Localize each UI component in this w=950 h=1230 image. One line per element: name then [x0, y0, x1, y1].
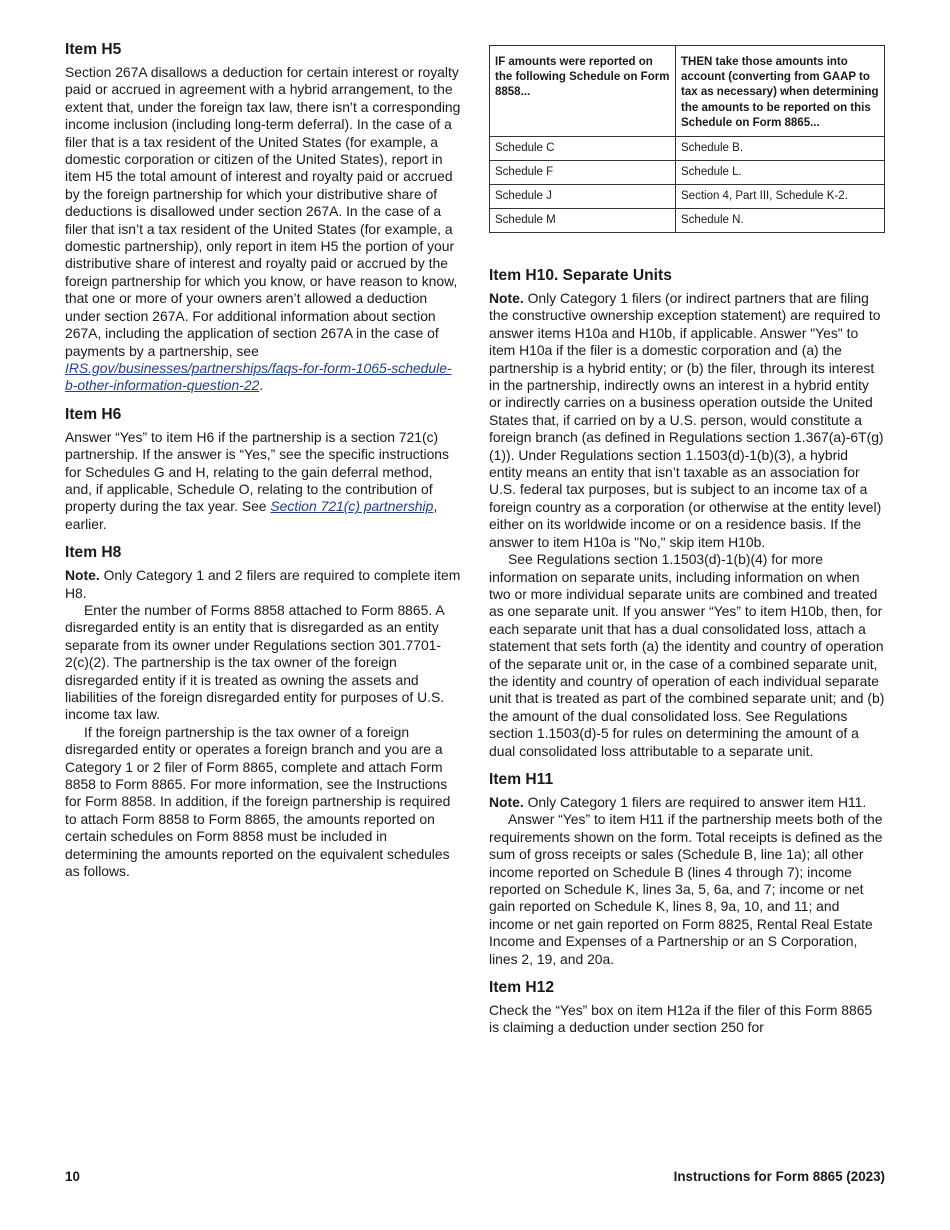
- item-h6-section: [65, 405, 461, 533]
- table-header-row: [490, 46, 885, 137]
- note-label: Note.: [489, 793, 524, 810]
- table-cell: Section 4, Part III, Schedule K-2.: [676, 185, 885, 209]
- table-row: [490, 185, 885, 209]
- item-h10-note: [489, 290, 885, 551]
- item-h8-note: [65, 567, 461, 602]
- item-h8-paragraph-1: Enter the number of Forms 8858 attached to Form 8865. A disregarded entity is an entity that is disregarded as an entity separate from its owner under Regulations section 301.7701-2(c)(2). The partnership is the tax owner of the foreign disregarded entity if it is treated as owning the assets and liabilities of the foreign disregarded entity for purposes of U.S. income tax law.: [65, 601, 445, 723]
- table-header-then: THEN take those amounts into account (converting from GAAP to tax as necessary) when determining the amounts to be reported on this Schedule on Form 8865...: [676, 46, 885, 137]
- schedule-mapping-table: [489, 45, 885, 233]
- note-label: Note.: [65, 567, 100, 584]
- item-h5-body: [65, 64, 461, 395]
- item-h11-section: [489, 770, 885, 968]
- page-number: 10: [65, 1169, 80, 1184]
- section-721c-link[interactable]: Section 721(c) partnership: [270, 498, 434, 515]
- item-h11-heading: Item H11: [489, 770, 554, 788]
- item-h10-paragraph-2: See Regulations section 1.1503(d)-1(b)(4) for more information on separate units, including information on when two or more individual separate units are combined and treated as one separate unit. If you answer “Yes” to item H10b, then, for each separate unit that has a dual consolidated loss, attach a statement that sets forth (a) the identity and country of operation of the separate unit or, in the case of a combined separate unit, the identity and country of operation of each individual separate unit that is treated as part of the combined separate unit; and (b) the amount of the dual consolidated loss. See Regulations section 1.1503(d)-5 for rules on determining the amount of a dual consolidated loss attributable to a separate unit.: [489, 551, 885, 759]
- note-label: Note.: [489, 290, 524, 306]
- item-h5-text: Section 267A disallows a deduction for certain interest or royalty paid or accrued in agreement with a hybrid arrangement, to the extent that, under the foreign tax law, there isn’t a corresponding income inclusion (including long-term deferral). In the case of a filer that is a tax resident of the United States (for example, a domestic corporation or citizen of the United States), report in item H5 the total amount of interest and royalty paid or accrued by the foreign partnership for which your distributive share of deductions is disallowed under section 267A. In the case of a filer that isn’t a tax resident of the United States (for example, a domestic partnership), only report in item H5 the portion of your distributive share of interest and royalty paid or accrued by the foreign partnership for which you know, or have reason to know, that one or more of your owners aren’t allowed a deduction under section 267A. For additional information about section 267A, including the application of section 267A in the case of payments by a partnership, see: [65, 64, 461, 359]
- item-h5-text-end: .: [259, 377, 264, 394]
- item-h10-heading: Item H10. Separate Units: [489, 267, 672, 284]
- item-h6-heading: Item H6: [65, 405, 122, 423]
- irs-faq-link[interactable]: IRS.gov/businesses/partnerships/faqs-for-form-1065-schedule-b-other-information-question-22: [65, 359, 452, 394]
- item-h12-section: [489, 978, 885, 1037]
- item-h6-text-end: , earlier.: [65, 498, 438, 532]
- item-h8-section: [65, 543, 461, 880]
- table-row: [490, 161, 885, 185]
- item-h11-paragraph-1: Answer “Yes” to item H11 if the partnership meets both of the requirements shown on the form. Total receipts is defined as the sum of gross receipts or sales (Schedule B, line 1a); all other income reported on Schedule B (lines 4 through 7); income reported on Schedule K, lines 3a, 5, 6a, and 7; income or net gain reported on Schedule K, lines 8, 9a, 10, and 11; and income or net gain reported on Form 8825, Rental Real Estate Income and Expenses of a Partnership or an S Corporation, lines 2, 19, and 20a.: [489, 811, 883, 967]
- item-h10-section: [489, 266, 885, 760]
- item-h8-note-text: Only Category 1 and 2 filers are required to complete item H8.: [65, 567, 461, 601]
- item-h6-body: [65, 429, 461, 533]
- table-cell: Schedule C: [490, 137, 676, 161]
- item-h12-heading: Item H12: [489, 979, 555, 997]
- left-column: [65, 40, 461, 890]
- table-cell: Schedule F: [490, 161, 676, 185]
- table-cell: Schedule M: [490, 209, 676, 233]
- table-header-if: IF amounts were reported on the following Schedule on Form 8858...: [490, 46, 676, 137]
- item-h11-note-text: Only Category 1 filers are required to answer item H11.: [523, 793, 867, 810]
- item-h8-heading: Item H8: [65, 544, 122, 562]
- table-cell: Schedule L.: [676, 161, 885, 185]
- item-h5-section: [65, 40, 461, 395]
- item-h11-note: [489, 794, 885, 811]
- right-column: [489, 40, 885, 1047]
- footer-document-title: Instructions for Form 8865 (2023): [673, 1169, 885, 1184]
- item-h8-paragraph-2: If the foreign partnership is the tax owner of a foreign disregarded entity or operates a foreign branch and you are a Category 1 or 2 filer of Form 8865, complete and attach Form 8858 to Form 8865. For more information, see the Instructions for Form 8858. In addition, if the foreign partnership is required to attach Form 8858 to Form 8865, the amounts reported on certain schedules on Form 8858 must be included in determining the amounts reported on the equivalent schedules as follows.: [65, 723, 451, 880]
- item-h5-heading: Item H5: [65, 41, 122, 58]
- item-h10-note-text: Only Category 1 filers (or indirect partners that are filing the constructive ownership exception statement) are required to answer items H10a and H10b, if applicable. Answer "Yes" to item H10a if the filer is a domestic corporation and (a) the partnership is a hybrid entity; or (b) the filer, through its interest in the partnership, indirectly owns an interest in a hybrid entity or indirectly carries on a business operation outside the United States that, if carried on by a U.S. person, would constitute a foreign branch (as defined in Regulations section 1.367(a)-6T(g)(1)). Under Regulations section 1.1503(d)-1(b)(3), a hybrid entity means an entity that isn’t taxable as an association for U.S. federal tax purposes, but is subject to an income tax of a foreign country as a corporation (or otherwise at the entity level) either on its worldwide income or on a residence basis. If the answer to item H10a is "No," skip item H10b.: [489, 290, 884, 550]
- table-cell: Schedule N.: [676, 209, 885, 233]
- table-row: [490, 209, 885, 233]
- item-h12-body: Check the “Yes” box on item H12a if the filer of this Form 8865 is claiming a deduction under section 250 for: [489, 1002, 873, 1036]
- table-row: [490, 137, 885, 161]
- item-h6-text: Answer “Yes” to item H6 if the partnership is a section 721(c) partnership. If the answer is “Yes,” see the specific instructions for Schedules G and H, relating to the gain deferral method, and, if applicable, Schedule O, relating to the contribution of property during the tax year. See: [65, 428, 449, 515]
- table-cell: Schedule J: [490, 185, 676, 209]
- table-cell: Schedule B.: [676, 137, 885, 161]
